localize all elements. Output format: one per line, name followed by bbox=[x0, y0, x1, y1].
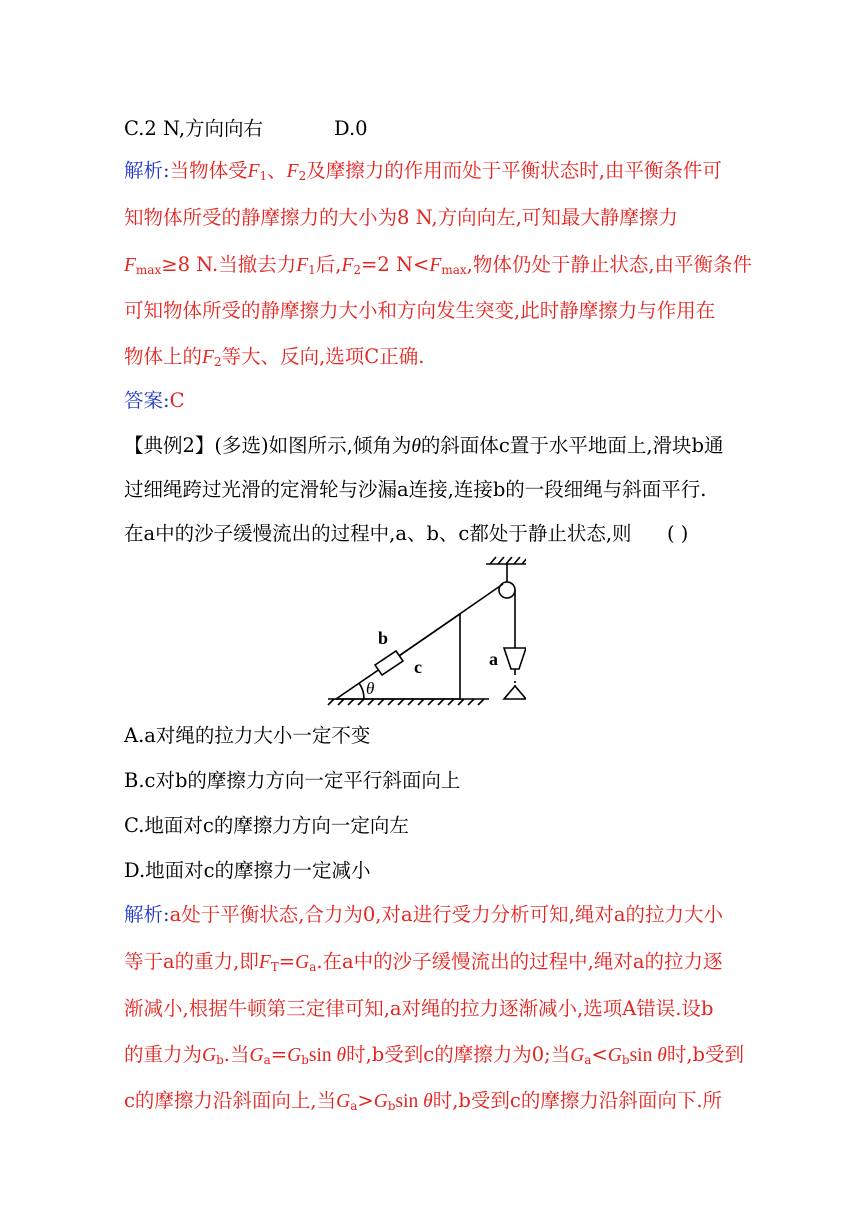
option-c-prev bbox=[124, 115, 368, 143]
text: 时,b受到c的摩擦力沿斜面向下.所 bbox=[432, 1089, 723, 1112]
subscript: a bbox=[584, 1053, 592, 1067]
symbol: G bbox=[287, 1045, 302, 1066]
pulley bbox=[499, 582, 515, 598]
text: sin bbox=[629, 1045, 658, 1066]
symbol: θ bbox=[657, 1045, 667, 1066]
symbol: F bbox=[296, 255, 309, 276]
symbol: G bbox=[607, 1045, 622, 1066]
symbol: F bbox=[286, 161, 299, 182]
analysis1-line1 bbox=[124, 157, 722, 186]
text: 【典例2】(多选)如图所示,倾角为 bbox=[124, 434, 412, 457]
sand-pile bbox=[504, 686, 526, 699]
analysis-label: 解析: bbox=[124, 903, 170, 926]
analysis2-line2 bbox=[124, 948, 723, 977]
symbol: G bbox=[202, 1045, 217, 1066]
subscript: 2 bbox=[353, 263, 362, 277]
option-a: A.a对绳的拉力大小一定不变 bbox=[124, 724, 371, 747]
subscript: b bbox=[387, 1099, 396, 1113]
text: ≥8 N.当撤去力 bbox=[161, 253, 297, 276]
text: sin bbox=[395, 1091, 424, 1112]
symbol: G bbox=[295, 952, 310, 973]
block-b bbox=[375, 651, 403, 675]
example2-line2: 过细绳跨过光滑的定滑轮与沙漏a连接,连接b的一段细绳与斜面平行. bbox=[124, 478, 707, 501]
text: 时,b受到 bbox=[666, 1043, 744, 1066]
symbol: G bbox=[249, 1045, 264, 1066]
analysis1-line4: 可知物体所受的静摩擦力大小和方向发生突变,此时静摩擦力与作用在 bbox=[124, 299, 716, 322]
analysis1-line3 bbox=[124, 251, 752, 280]
ceiling-hatch bbox=[490, 557, 526, 564]
text: ,物体仍处于静止状态,由平衡条件 bbox=[466, 253, 753, 276]
text: > bbox=[357, 1089, 374, 1112]
subscript: b bbox=[216, 1053, 224, 1067]
analysis1-line5 bbox=[124, 343, 424, 372]
symbol: θ bbox=[411, 436, 421, 457]
answer-paren: ( ) bbox=[667, 522, 689, 545]
ground-hatch bbox=[328, 699, 484, 705]
example2-line1 bbox=[124, 432, 724, 461]
analysis2-line1 bbox=[124, 901, 723, 929]
analysis-label: 解析: bbox=[124, 159, 170, 182]
subscript: a bbox=[350, 1099, 358, 1113]
subscript: b bbox=[301, 1053, 309, 1067]
subscript: max bbox=[441, 263, 467, 277]
subscript: a bbox=[309, 960, 317, 974]
symbol: F bbox=[341, 255, 354, 276]
text: 、 bbox=[267, 159, 287, 182]
text: 物体上的 bbox=[124, 345, 203, 368]
subscript: 2 bbox=[213, 355, 222, 369]
example2-line3 bbox=[124, 520, 689, 548]
label-theta: θ bbox=[366, 679, 375, 698]
subscript: 1 bbox=[308, 263, 316, 277]
symbol: F bbox=[429, 255, 442, 276]
subscript: max bbox=[135, 263, 162, 277]
analysis1-line2: 知物体所受的静摩擦力的大小为8 N,方向向左,可知最大静摩擦力 bbox=[124, 206, 678, 229]
text: .当 bbox=[223, 1043, 250, 1066]
label-b: b bbox=[378, 628, 389, 648]
text: 后, bbox=[315, 253, 342, 276]
text: 等大、反向,选项C正确. bbox=[221, 345, 425, 368]
option-c: C.地面对c的摩擦力方向一定向左 bbox=[124, 814, 409, 837]
label-a: a bbox=[489, 649, 498, 669]
text: sin bbox=[308, 1045, 337, 1066]
text: = bbox=[270, 1043, 288, 1066]
option-d-text: D.0 bbox=[334, 117, 368, 140]
text: 的重力为 bbox=[124, 1043, 203, 1066]
text: 在a中的沙子缓慢流出的过程中,a、b、c都处于静止状态,则 bbox=[124, 522, 632, 545]
subscript: a bbox=[263, 1053, 271, 1067]
symbol: θ bbox=[423, 1091, 433, 1112]
subscript: b bbox=[621, 1053, 630, 1067]
text: 当物体受 bbox=[169, 159, 248, 182]
symbol: G bbox=[373, 1091, 388, 1112]
option-d: D.地面对c的摩擦力一定减小 bbox=[124, 859, 371, 882]
rope-slope bbox=[399, 584, 503, 656]
symbol: F bbox=[258, 952, 271, 973]
symbol: F bbox=[202, 347, 214, 368]
text: =2 N< bbox=[361, 253, 430, 276]
symbol: F bbox=[247, 161, 260, 182]
text: 等于a的重力,即 bbox=[124, 950, 259, 973]
symbol: θ bbox=[336, 1045, 347, 1066]
subscript: 1 bbox=[259, 169, 268, 183]
answer1 bbox=[124, 387, 185, 415]
text: 的斜面体c置于水平地面上,滑块b通 bbox=[420, 434, 724, 457]
analysis2-line3: 渐减小,根据牛顿第三定律可知,a对绳的拉力逐渐减小,选项A错误.设b bbox=[124, 997, 714, 1020]
subscript: 2 bbox=[298, 169, 307, 183]
text: .在a中的沙子缓慢流出的过程中,绳对a的拉力逐 bbox=[316, 950, 723, 973]
symbol: G bbox=[336, 1091, 351, 1112]
symbol: G bbox=[570, 1045, 585, 1066]
analysis2-line5 bbox=[124, 1087, 722, 1116]
incline-pulley-figure bbox=[326, 552, 526, 707]
option-b: B.c对b的摩擦力方向一定平行斜面向上 bbox=[124, 769, 461, 792]
text: c的摩擦力沿斜面向上,当 bbox=[124, 1089, 337, 1112]
sand-funnel-a bbox=[504, 648, 526, 669]
option-c-text: C.2 N,方向向右 bbox=[124, 117, 264, 140]
theta-arc bbox=[359, 683, 364, 699]
text: 及摩擦力的作用而处于平衡状态时,由平衡条件可 bbox=[306, 159, 722, 182]
text: 时,b受到c的摩擦力为0;当 bbox=[346, 1043, 571, 1066]
answer-label: 答案: bbox=[124, 389, 170, 412]
analysis2-line4 bbox=[124, 1041, 744, 1070]
text: = bbox=[278, 950, 296, 973]
answer-value: C bbox=[169, 389, 185, 412]
subscript: T bbox=[270, 960, 279, 974]
symbol: F bbox=[124, 255, 136, 276]
label-c: c bbox=[414, 657, 422, 677]
text: a处于平衡状态,合力为0,对a进行受力分析可知,绳对a的拉力大小 bbox=[169, 903, 723, 926]
text: < bbox=[591, 1043, 608, 1066]
